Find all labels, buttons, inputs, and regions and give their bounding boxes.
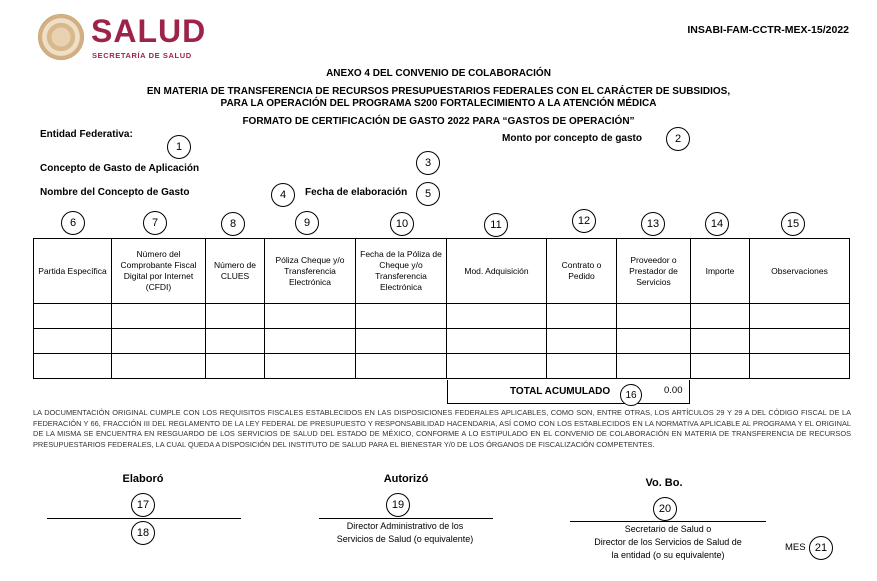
signature-elaboro-title: Elaboró (122, 473, 164, 485)
signature-autorizo-caption-1: Director Administrativo de los (346, 521, 464, 531)
total-label: TOTAL ACUMULADO (510, 386, 611, 397)
table-cell[interactable] (206, 354, 265, 379)
column-header: Póliza Cheque y/o Transferencia Electrónica (265, 239, 356, 304)
signature-line-autorizo (319, 518, 493, 519)
table-cell[interactable] (447, 329, 547, 354)
signature-vobo-caption-1: Secretario de Salud o (624, 524, 712, 534)
table-cell[interactable] (34, 354, 112, 379)
marker-10: 10 (390, 212, 414, 236)
marker-1: 1 (167, 135, 191, 159)
label-concepto: Concepto de Gasto de Aplicación (40, 163, 200, 174)
table-cell[interactable] (691, 304, 750, 329)
marker-16: 16 (620, 384, 642, 406)
marker-9: 9 (295, 211, 319, 235)
brand-logo: SALUD (91, 13, 207, 49)
signature-line-elaboro (47, 518, 241, 519)
marker-18: 18 (131, 521, 155, 545)
column-header: Importe (691, 239, 750, 304)
table-cell[interactable] (617, 354, 691, 379)
marker-11: 11 (484, 213, 508, 237)
table-cell[interactable] (356, 329, 447, 354)
column-header: Número de CLUES (206, 239, 265, 304)
marker-12: 12 (572, 209, 596, 233)
table-cell[interactable] (547, 354, 617, 379)
title-programa: PARA LA OPERACIÓN DEL PROGRAMA S200 FORTALECIMIENTO A LA ATENCIÓN MÉDICA (220, 98, 657, 109)
table-cell[interactable] (447, 354, 547, 379)
table-cell[interactable] (112, 304, 206, 329)
column-header: Contrato o Pedido (547, 239, 617, 304)
signature-autorizo-title: Autorizó (383, 473, 429, 485)
table-row (34, 329, 850, 354)
marker-8: 8 (221, 212, 245, 236)
coat-of-arms-seal (38, 14, 84, 60)
column-header: Número del Comprobante Fiscal Digital por Internet (CFDI) (112, 239, 206, 304)
table-cell[interactable] (617, 329, 691, 354)
table-cell[interactable] (265, 304, 356, 329)
label-nombre: Nombre del Concepto de Gasto (40, 187, 190, 198)
table-cell[interactable] (750, 354, 850, 379)
table-cell[interactable] (547, 329, 617, 354)
table-row (34, 354, 850, 379)
document-code: INSABI-FAM-CCTR-MEX-15/2022 (687, 24, 849, 36)
table-cell[interactable] (206, 304, 265, 329)
column-header: Mod. Adquisición (447, 239, 547, 304)
label-monto: Monto por concepto de gasto (502, 133, 642, 144)
table-cell[interactable] (750, 329, 850, 354)
table-cell[interactable] (265, 354, 356, 379)
table-cell[interactable] (112, 329, 206, 354)
title-annex: ANEXO 4 DEL CONVENIO DE COLABORACIÓN (326, 68, 551, 79)
marker-3: 3 (416, 151, 440, 175)
signature-vobo-caption-3: la entidad (o su equivalente) (611, 550, 725, 560)
column-header: Proveedor o Prestador de Servicios (617, 239, 691, 304)
table-cell[interactable] (34, 329, 112, 354)
table-cell[interactable] (265, 329, 356, 354)
signature-vobo-caption-2: Director de los Servicios de Salud de (594, 537, 742, 547)
marker-2: 2 (666, 127, 690, 151)
marker-20: 20 (653, 497, 677, 521)
signature-autorizo-caption-2: Servicios de Salud (o equivalente) (336, 534, 474, 544)
table-cell[interactable] (112, 354, 206, 379)
month-label: MES (785, 542, 806, 553)
legal-statement: LA DOCUMENTACIÓN ORIGINAL CUMPLE CON LOS REQUISITOS FISCALES ESTABLECIDOS EN LAS DISPOSICIONES FEDERALES APLICABLES, COMO SON, ENTRE OTRAS, LOS ARTÍCULOS 29 Y 29 A DEL CÓDIGO FISCAL DE LA FEDERACIÓN Y 66, FRACCIÓN III DEL REGLAMENTO DE LA LEY FEDERAL DE PRESUPUESTO Y RESPONSABILIDAD HACENDARIA, ASÍ COMO CON LOS ESTABLECIDOS EN LA NORMATIVA APLICABLE AL PROGRAMA Y EL ORIGINAL DE LA MISMA SE ENCUENTRA EN RESGUARDO DE LOS SERVICIOS DE SALUD DEL ESTADO DE MÉXICO, CONFORME A LO ESTIPULADO EN EL CONVENIO DE COLABORACIÓN EN MATERIA DE TRANSFERENCIA DE RECURSOS PRESUPUESTARIOS FEDERALES, LA CUAL QUEDA A DISPOSICIÓN DEL INSTITUTO DE SALUD PARA EL BIENESTAR Y/0 DE LOS ÓRGANOS DE FISCALIZACIÓN COMPETENTES. (33, 408, 851, 450)
table-cell[interactable] (617, 304, 691, 329)
table-row (34, 304, 850, 329)
table-cell[interactable] (356, 354, 447, 379)
marker-19: 19 (386, 493, 410, 517)
table-header-row (34, 239, 850, 304)
marker-14: 14 (705, 212, 729, 236)
table-cell[interactable] (356, 304, 447, 329)
signature-line-vobo (570, 521, 766, 522)
table-cell[interactable] (206, 329, 265, 354)
expense-table (33, 238, 850, 379)
table-cell[interactable] (547, 304, 617, 329)
table-cell[interactable] (447, 304, 547, 329)
table-cell[interactable] (34, 304, 112, 329)
title-formato: FORMATO DE CERTIFICACIÓN DE GASTO 2022 PARA “GASTOS DE OPERACIÓN” (242, 116, 635, 127)
marker-17: 17 (131, 493, 155, 517)
marker-4: 4 (271, 183, 295, 207)
table-cell[interactable] (691, 329, 750, 354)
column-header: Observaciones (750, 239, 850, 304)
marker-5: 5 (416, 182, 440, 206)
marker-15: 15 (781, 212, 805, 236)
marker-13: 13 (641, 212, 665, 236)
title-convenio: EN MATERIA DE TRANSFERENCIA DE RECURSOS PRESUPUESTARIOS FEDERALES CON EL CARÁCTER DE SUBSIDIOS, (146, 86, 731, 97)
marker-6: 6 (61, 211, 85, 235)
table-cell[interactable] (750, 304, 850, 329)
column-header: Fecha de la Póliza de Cheque y/o Transferencia Electrónica (356, 239, 447, 304)
marker-7: 7 (143, 211, 167, 235)
column-header: Partida Específica (34, 239, 112, 304)
label-entidad: Entidad Federativa: (40, 129, 133, 140)
signature-vobo-title: Vo. Bo. (645, 477, 683, 489)
marker-21: 21 (809, 536, 833, 560)
total-value: 0.00 (664, 385, 683, 396)
brand-subtitle: SECRETARÍA DE SALUD (92, 51, 192, 60)
label-fecha: Fecha de elaboración (305, 187, 408, 198)
table-cell[interactable] (691, 354, 750, 379)
